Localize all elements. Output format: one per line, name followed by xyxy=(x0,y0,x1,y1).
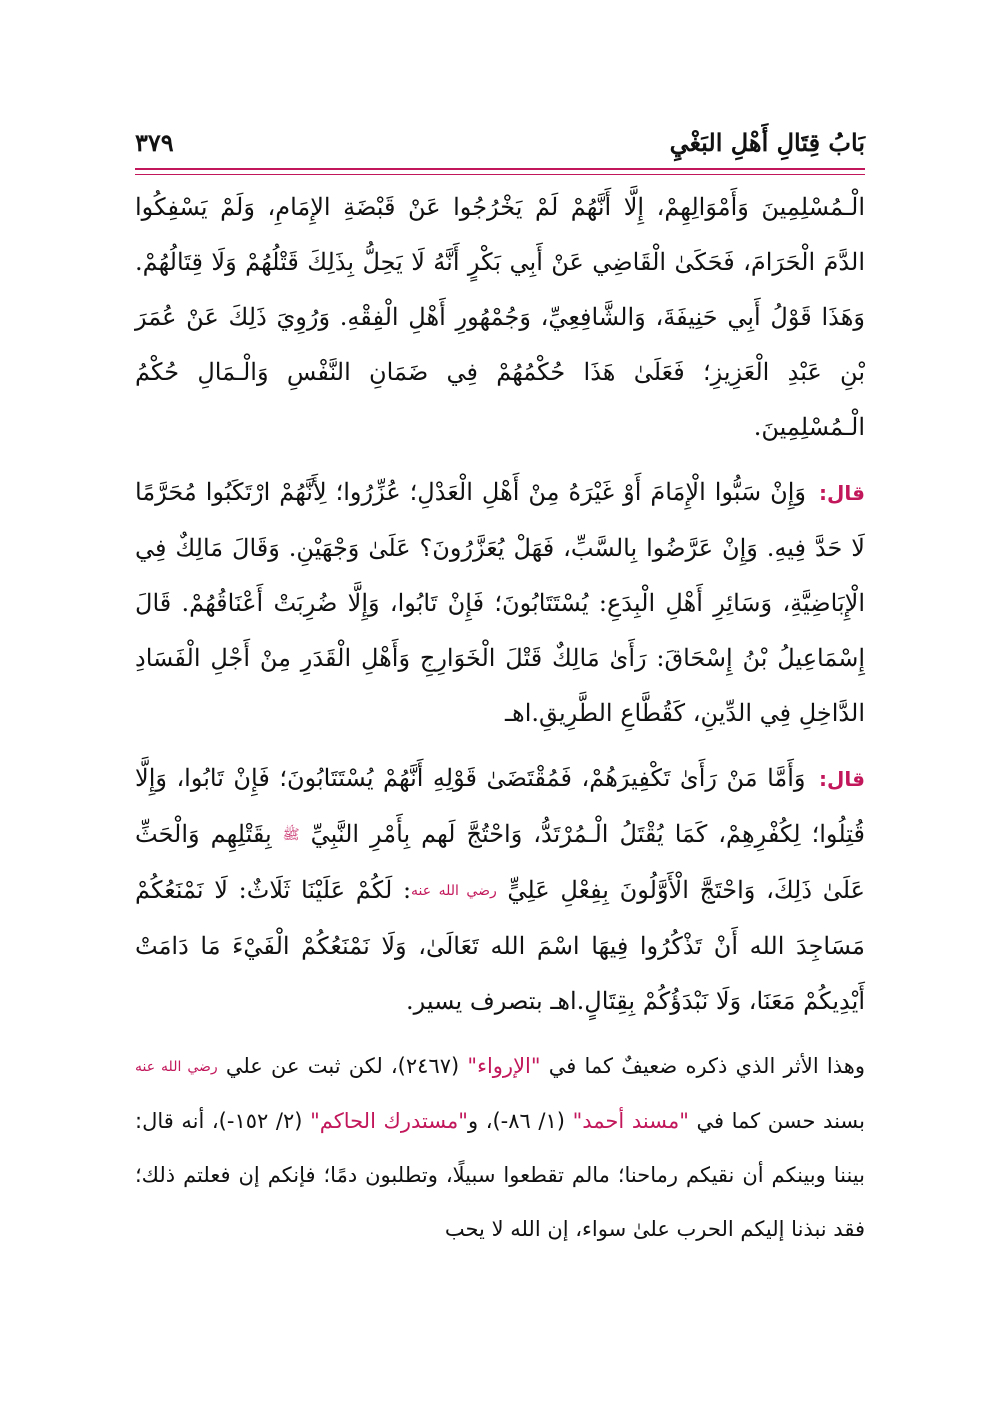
footnote-text-3: بسند حسن كما في xyxy=(696,1109,865,1133)
footnote-text-4: (١/ ٨٦-)، و xyxy=(467,1109,565,1133)
page-number: ٣٧٩ xyxy=(135,128,174,157)
chapter-title: بَابُ قِتَالِ أَهْلِ البَغْيِ xyxy=(669,128,865,157)
citation-irwa: "الإرواء" xyxy=(467,1054,541,1078)
qal-label: قال: xyxy=(819,767,865,791)
footnote-text-5: (٢/ ١٥٢-)، أنه قال: بيننا وبينكم أن نقيكم رماحنا؛ مالم تقطعوا سبيلًا، وتطلبون دمًا؛ فإنكم إن فعلتم ذلك؛ فقد نبذنا إليكم الحرب علىٰ سواء، إن الله لا يحب xyxy=(135,1109,865,1241)
paragraph-2 xyxy=(135,465,865,741)
header-rule-thin xyxy=(135,174,865,175)
prophet-honorific: ﷺ xyxy=(282,827,300,843)
paragraph-2-text: وَإِنْ سَبُّوا الْإِمَامَ أَوْ غَيْرَهُ مِنْ أَهْلِ الْعَدْلِ؛ عُزِّرُوا؛ لِأَنَّهُمْ ارْتَكَبُوا مُحَرَّمًا لَا حَدَّ فِيهِ. وَإِنْ عَرَّضُوا بِالسَّبِّ، فَهَلْ يُعَزَّرُونَ؟ عَلَىٰ وَجْهَيْنِ. وَقَالَ مَالِكٌ فِي الْإِبَاضِيَّةِ، وَسَائِرِ أَهْلِ الْبِدَعِ: يُسْتَتَابُونَ؛ فَإِنْ تَابُوا، وَإِلَّا ضُرِبَتْ أَعْنَاقُهُمْ. قَالَ إِسْمَاعِيلُ بْنُ إِسْحَاقَ: رَأَىٰ مَالِكٌ قَتْلَ الْخَوَارِجِ وَأَهْلِ الْقَدَرِ مِنْ أَجْلِ الْفَسَادِ الدَّاخِلِ فِي الدِّينِ، كَقُطَّاعِ الطَّرِيقِ.اهـ xyxy=(135,478,865,727)
paragraph-3-text-after: : لَكُمْ عَلَيْنَا ثَلَاثٌ: لَا نَمْنَعُكُمْ مَسَاجِدَ الله أَنْ تَذْكُرُوا فِيهَا اسْمَ الله تَعَالَىٰ، وَلَا نَمْنَعُكُمْ الْفَيْءَ مَا دَامَتْ أَيْدِيكُمْ مَعَنَا، وَلَا نَبْدَؤُكُمْ بِقِتَالٍ.اهـ بتصرف يسير. xyxy=(135,876,865,1015)
citation-mustadrak: "مستدرك الحاكم" xyxy=(310,1109,468,1133)
page-body xyxy=(135,180,865,1256)
footnote-text-2: (٢٤٦٧)، لكن ثبت عن علي xyxy=(225,1054,460,1078)
paragraph-3-text-before: وَأَمَّا مَنْ رَأَىٰ تَكْفِيرَهُمْ، فَمُقْتَضَىٰ قَوْلِهِ أَنَّهُمْ يُسْتَتَابُونَ؛ فَإِنْ تَابُوا، وَإِلَّا قُتِلُوا؛ لِكُفْرِهِمْ، كَمَا يُقْتَلُ الْـمُرْتَدُّ، وَاحْتُجَّ لَهم بِأَمْرِ النَّبِيِّ xyxy=(135,764,865,848)
footnote-paragraph xyxy=(135,1039,865,1256)
paragraph-1 xyxy=(135,180,865,455)
citation-musnad: "مسند أحمد" xyxy=(572,1109,689,1133)
paragraph-1-text: الْـمُسْلِمِينَ وَأَمْوَالِهِمْ، إِلَّا أَنَّهُمْ لَمْ يَخْرُجُوا عَنْ قَبْضَةِ الإِمَامِ، وَلَمْ يَسْفِكُوا الدَّمَ الْحَرَامَ، فَحَكَىٰ الْقَاضِي عَنْ أَبِي بَكْرٍ أَنَّهُ لَا يَحِلُّ بِذَلِكَ قَتْلُهُمْ وَلَا قِتَالُهُمْ. وَهَذَا قَوْلُ أَبِي حَنِيفَةَ، وَالشَّافِعِيِّ، وَجُمْهُورِ أَهْلِ الْفِقْهِ. وَرُوِيَ ذَلِكَ عَنْ عُمَرَ بْنِ عَبْدِ الْعَزِيزِ؛ فَعَلَىٰ هَذَا حُكْمُهُمْ فِي ضَمَانِ النَّفْسِ وَالْـمَالِ حُكْمُ الْـمُسْلِمِينَ. xyxy=(135,193,865,441)
qal-label: قال: xyxy=(819,481,865,505)
paragraph-3-text-middle: بِقَتْلِهِم وَالْحَثِّ عَلَىٰ ذَلِكَ، وَاحْتَجَّ الْأَوَّلُونَ بِفِعْلِ عَلِيٍّ xyxy=(135,820,865,904)
page-header xyxy=(135,128,865,168)
paragraph-3 xyxy=(135,751,865,1029)
companion-honorific: رضي الله عنه xyxy=(411,883,497,899)
companion-honorific: رضي الله عنه xyxy=(135,1059,218,1075)
footnote-text-1: وهذا الأثر الذي ذكره ضعيفٌ كما في xyxy=(548,1054,865,1078)
header-rule-thick xyxy=(135,168,865,170)
